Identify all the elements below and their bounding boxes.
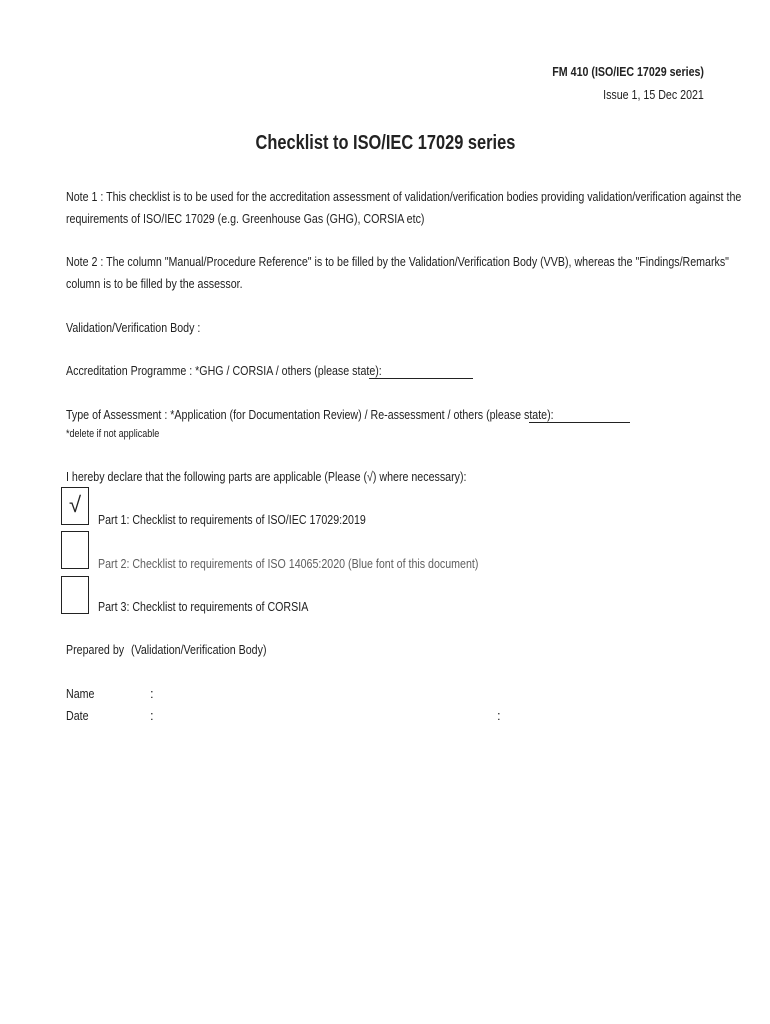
note-1-line-1: Note 1 : This checklist is to be used for the accreditation assessment of validation/verification bodies providing validation/verification against the: [66, 189, 742, 204]
date-label: [66, 708, 93, 723]
declaration: [66, 466, 554, 488]
date-colon: :: [150, 708, 154, 723]
note-2: [66, 251, 770, 295]
part-3-label-text: Part 3: Checklist to requirements of CORSIA: [98, 599, 309, 614]
part-2-checkbox[interactable]: [61, 531, 89, 569]
part-3-checkbox[interactable]: [61, 576, 89, 614]
note-1-line-2: requirements of ISO/IEC 17029 (e.g. Greenhouse Gas (GHG), CORSIA etc): [66, 211, 425, 226]
part-1-label: [98, 512, 425, 527]
note-1: [66, 186, 770, 230]
name-colon: :: [150, 686, 154, 701]
programme-label: Accreditation Programme : *GHG / CORSIA / others (please state):: [66, 363, 382, 378]
vvb-label: Validation/Verification Body :: [66, 320, 201, 335]
delete-note-text: *delete if not applicable: [66, 428, 160, 440]
assessment-blank[interactable]: [529, 409, 630, 423]
date-label-text: Date: [66, 708, 89, 723]
prepared-by-who: [131, 642, 296, 657]
delete-note: [66, 428, 180, 440]
form-code: FM 410 (ISO/IEC 17029 series): [552, 64, 704, 79]
programme-blank[interactable]: [369, 365, 473, 379]
part-1-label-text: Part 1: Checklist to requirements of ISO/IEC 17029:2019: [98, 512, 366, 527]
prepared-by-text: Prepared by: [66, 642, 125, 657]
name-label: [66, 686, 101, 701]
declaration-text: I hereby declare that the following parts are applicable (Please (√) where necessary):: [66, 469, 467, 484]
assessment-label: Type of Assessment : *Application (for Documentation Review) / Re-assessment / others (please state):: [66, 407, 554, 422]
signature-colon: :: [497, 708, 501, 723]
note-2-line-1: Note 2 : The column "Manual/Procedure Reference" is to be filled by the Validation/Verification Body (VVB), whereas the "Findings/Remarks": [66, 254, 729, 269]
part-3-label: [98, 599, 354, 614]
prepared-by-who-text: (Validation/Verification Body): [131, 642, 267, 657]
part-1-checkbox[interactable]: √: [61, 487, 89, 525]
vvb-field: [66, 317, 230, 339]
name-label-text: Name: [66, 686, 95, 701]
part-2-label: [98, 556, 562, 571]
note-2-line-2: column is to be filled by the assessor.: [66, 276, 243, 291]
page-title-text: Checklist to ISO/IEC 17029 series: [255, 132, 515, 154]
part-2-label-text: Part 2: Checklist to requirements of ISO 14065:2020 (Blue font of this document): [98, 556, 479, 571]
page-title: [0, 132, 770, 155]
issue-date: Issue 1, 15 Dec 2021: [603, 87, 704, 102]
prepared-by-label: [66, 642, 137, 657]
